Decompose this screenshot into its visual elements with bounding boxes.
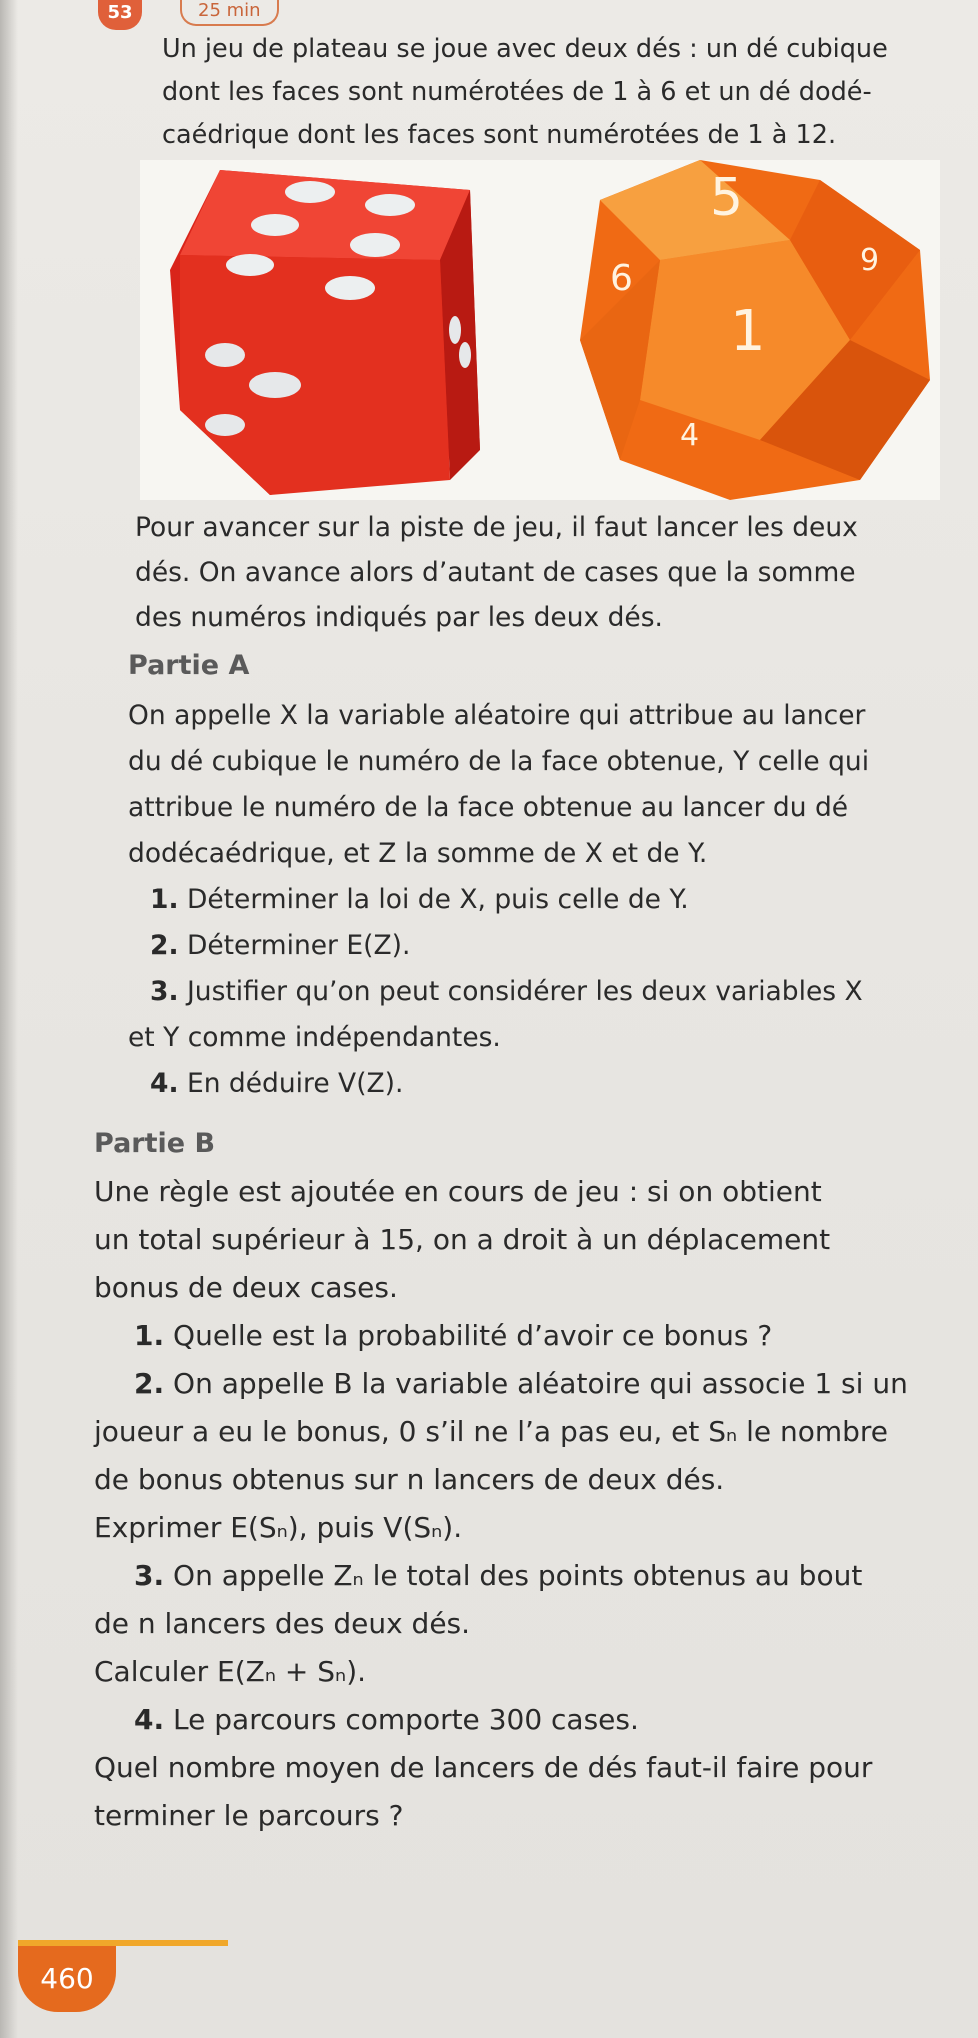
question-number: 4.	[150, 1068, 179, 1099]
question-number: 3.	[150, 976, 179, 1007]
part-b-text	[94, 1168, 974, 1840]
duration-badge: 25 min	[180, 0, 279, 26]
rules-line: des numéros indiqués par les deux dés.	[135, 602, 663, 633]
part-b-question-4	[94, 1696, 974, 1744]
question-text: On appelle B la variable aléatoire qui associe 1 si un	[173, 1367, 908, 1400]
part-b-line: Une règle est ajoutée en cours de jeu : si on obtient	[94, 1175, 822, 1208]
rules-line: dés. On avance alors d’autant de cases que la somme	[135, 557, 856, 588]
part-b-line: un total supérieur à 15, on a droit à un déplacement	[94, 1223, 831, 1256]
part-b-question-2	[94, 1360, 974, 1408]
question-text: Le parcours comporte 300 cases.	[173, 1703, 639, 1736]
question-text: Quelle est la probabilité d’avoir ce bonus ?	[173, 1319, 773, 1352]
part-a-line: On appelle X la variable aléatoire qui attribue au lancer	[128, 700, 866, 731]
question-number: 3.	[134, 1559, 165, 1592]
dice-illustration	[140, 160, 940, 500]
exercise-number-badge: 53	[98, 0, 142, 30]
rules-paragraph	[135, 505, 965, 640]
rules-line: Pour avancer sur la piste de jeu, il faut lancer les deux	[135, 512, 858, 543]
dice-photo	[140, 160, 940, 500]
part-a-question-3	[128, 969, 968, 1015]
question-text: Justifier qu’on peut considérer les deux variables X	[186, 976, 863, 1007]
part-b-question-3-cont: de n lancers des deux dés.	[94, 1607, 471, 1640]
part-b-question-3	[94, 1552, 974, 1600]
part-b-question-4-cont: terminer le parcours ?	[94, 1799, 404, 1832]
part-a-line: du dé cubique le numéro de la face obtenue, Y celle qui	[128, 746, 870, 777]
part-b-question-4-cont: Quel nombre moyen de lancers de dés faut-il faire pour	[94, 1751, 873, 1784]
part-a-line: attribue le numéro de la face obtenue au lancer du dé	[128, 792, 849, 823]
dodecahedral-die-image	[580, 160, 930, 500]
question-number: 1.	[150, 884, 179, 915]
intro-line: caédrique dont les faces sont numérotées de 1 à 12.	[162, 120, 837, 150]
part-b-question-2-cont: joueur a eu le bonus, 0 s’il ne l’a pas eu, et Sₙ le nombre	[94, 1415, 889, 1448]
part-a-question-1	[128, 877, 968, 923]
part-b-question-1	[94, 1312, 974, 1360]
question-number: 1.	[134, 1319, 165, 1352]
intro-line: dont les faces sont numérotées de 1 à 6 et un dé dodé-	[162, 77, 872, 107]
part-b-line: bonus de deux cases.	[94, 1271, 398, 1304]
page-number: 460	[18, 1946, 116, 2012]
intro-line: Un jeu de plateau se joue avec deux dés : un dé cubique	[162, 34, 888, 64]
question-number: 2.	[134, 1367, 165, 1400]
d12-face-label: 5	[710, 168, 744, 228]
d12-face-label: 9	[860, 243, 880, 278]
d12-face-label: 6	[610, 258, 633, 299]
part-a-line: dodécaédrique, et Z la somme de X et de Y.	[128, 838, 708, 869]
part-a-question-3-cont: et Y comme indépendantes.	[128, 1022, 501, 1053]
question-number: 4.	[134, 1703, 165, 1736]
part-a-question-2	[128, 923, 968, 969]
part-b-question-2-cont: de bonus obtenus sur n lancers de deux dés.	[94, 1463, 725, 1496]
d12-face-label: 1	[730, 299, 766, 364]
part-b-question-2-cont: Exprimer E(Sₙ), puis V(Sₙ).	[94, 1511, 463, 1544]
part-b-question-3-cont: Calculer E(Zₙ + Sₙ).	[94, 1655, 367, 1688]
question-number: 2.	[150, 930, 179, 961]
question-text: Déterminer la loi de X, puis celle de Y.	[186, 884, 689, 915]
d12-face-label: 4	[680, 418, 700, 453]
part-a-heading: Partie A	[128, 650, 250, 681]
page-gutter-shadow	[0, 0, 18, 2038]
part-b-heading: Partie B	[94, 1128, 216, 1159]
intro-paragraph	[162, 8, 952, 157]
part-a-question-4	[128, 1061, 968, 1107]
question-text: On appelle Zₙ le total des points obtenus au bout	[173, 1559, 863, 1592]
question-text: En déduire V(Z).	[186, 1068, 404, 1099]
cubic-die-image	[170, 170, 480, 495]
part-a-text	[128, 693, 968, 1107]
question-text: Déterminer E(Z).	[186, 930, 411, 961]
